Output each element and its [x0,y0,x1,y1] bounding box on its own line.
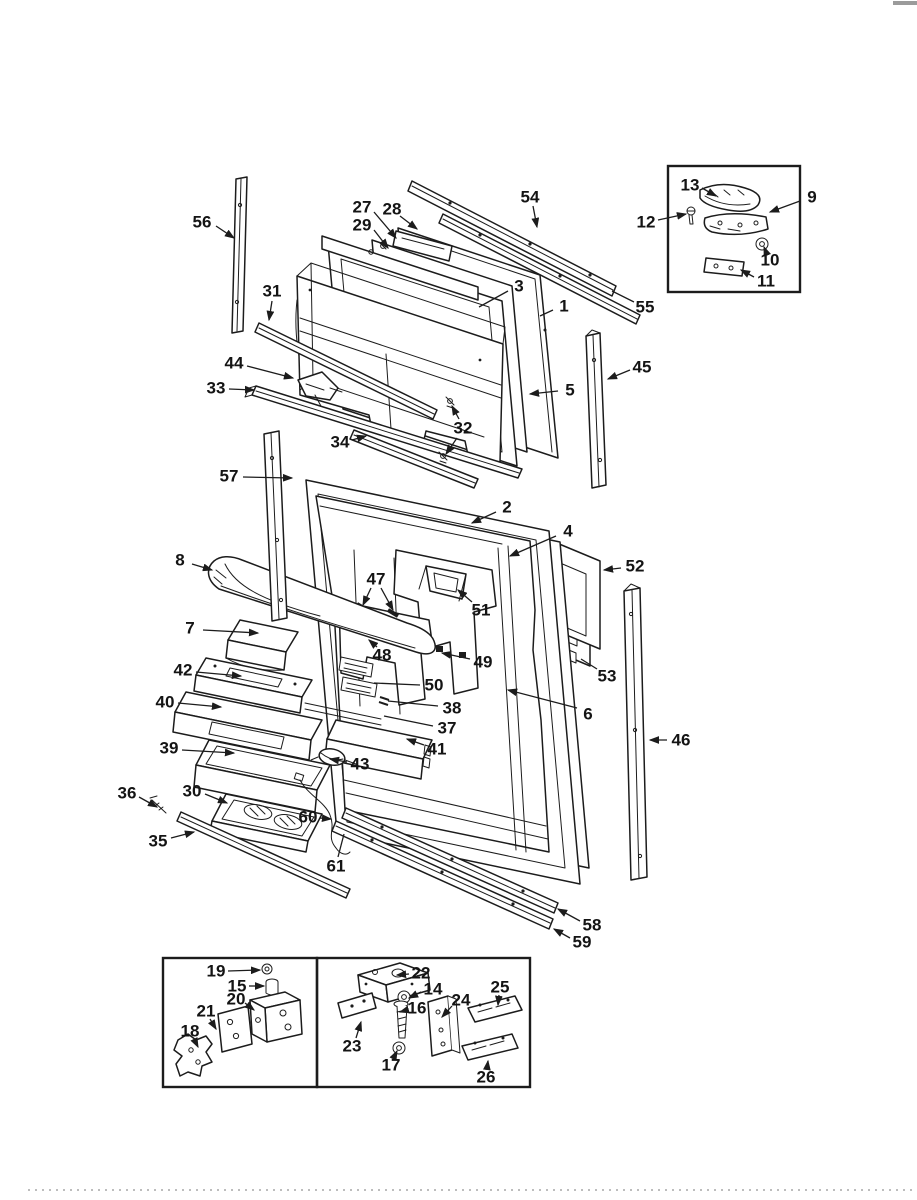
callout-61 [327,834,346,876]
part-number-44: 44 [224,353,244,373]
part-number-60: 60 [298,807,318,827]
part-number-1: 1 [559,296,569,316]
trim-strip-45 [586,330,606,488]
shim-26 [462,1034,518,1060]
part-number-41: 41 [427,739,447,759]
part-number-31: 31 [262,281,282,301]
part-number-56: 56 [192,212,212,232]
hinge-bracket-20 [250,992,302,1042]
part-number-50: 50 [424,675,444,695]
callout-26 [477,1061,496,1087]
part-number-53: 53 [597,666,617,686]
part-number-26: 26 [476,1067,496,1087]
shelf-7 [226,620,298,670]
part-number-38: 38 [442,698,462,718]
callout-10 [761,247,780,270]
handle-end-cap-13 [700,184,760,211]
part-number-46: 46 [671,730,691,750]
part-number-27: 27 [352,197,372,217]
part-number-17: 17 [381,1055,401,1075]
callout-46 [650,731,690,750]
part-number-32: 32 [453,418,473,438]
callout-9 [770,188,817,213]
shim-25 [468,996,522,1022]
callout-56 [193,213,234,239]
part-number-18: 18 [180,1021,200,1041]
callout-45 [608,358,651,380]
part-number-43: 43 [350,754,370,774]
part-number-52: 52 [625,556,645,576]
part-number-2: 2 [502,497,512,517]
callout-44 [225,354,293,379]
hinge-pin-16 [394,1001,408,1038]
part-number-9: 9 [807,187,817,207]
trim-strip-46 [624,584,647,880]
screw-12 [687,207,695,224]
bracket-9 [704,214,768,235]
washer-17 [393,1042,405,1054]
part-number-39: 39 [159,738,179,758]
part-number-51: 51 [471,600,491,620]
callout-33 [207,379,254,398]
callout-58 [558,909,601,935]
callout-59 [554,929,591,952]
callout-8 [175,551,212,571]
part-number-47: 47 [366,569,386,589]
part-number-6: 6 [583,704,593,724]
part-number-15: 15 [227,976,247,996]
part-number-28: 28 [382,199,402,219]
washer-10 [756,238,768,250]
callout-12 [637,213,686,232]
part-number-54: 54 [520,187,540,207]
part-number-12: 12 [636,212,656,232]
freezer-door-group [232,177,640,488]
part-number-5: 5 [565,380,575,400]
part-number-25: 25 [490,977,510,997]
part-number-7: 7 [185,618,195,638]
trim-strip-56 [232,177,247,333]
callout-11 [741,270,775,291]
callout-60 [299,808,331,827]
part-number-35: 35 [148,831,168,851]
part-number-14: 14 [423,979,443,999]
part-number-55: 55 [635,297,655,317]
part-number-10: 10 [760,250,780,270]
part-number-49: 49 [473,652,493,672]
callout-54 [521,188,540,228]
part-number-19: 19 [206,961,226,981]
callout-52 [604,557,644,576]
callout-35 [149,832,194,851]
callout-31 [263,282,282,321]
part-number-48: 48 [372,645,392,665]
part-number-24: 24 [451,990,471,1010]
spacer-23 [338,993,376,1018]
part-number-33: 33 [206,378,226,398]
part-number-4: 4 [563,521,573,541]
part-number-16: 16 [407,998,427,1018]
part-number-34: 34 [330,432,350,452]
part-number-36: 36 [117,783,137,803]
callout-23 [343,1022,362,1056]
part-number-29: 29 [352,215,372,235]
callout-36 [118,784,157,808]
part-number-23: 23 [342,1036,362,1056]
callout-17 [382,1051,401,1075]
part-number-59: 59 [572,932,592,952]
part-number-61: 61 [326,856,346,876]
part-number-58: 58 [582,915,602,935]
part-number-37: 37 [437,718,457,738]
part-number-11: 11 [757,271,775,291]
part-number-30: 30 [182,781,202,801]
hinge-plate-21 [218,1006,252,1052]
part-number-40: 40 [155,692,175,712]
callout-53 [581,659,616,686]
part-number-13: 13 [680,175,700,195]
part-number-45: 45 [632,357,652,377]
part-number-22: 22 [411,963,431,983]
plate-11 [704,258,744,276]
part-number-21: 21 [196,1001,216,1021]
bushing-15 [266,979,278,995]
part-number-8: 8 [175,550,185,570]
part-number-3: 3 [514,276,524,296]
washer-19 [262,964,272,974]
part-number-20: 20 [226,989,246,1009]
part-number-42: 42 [173,660,193,680]
fresh-food-door-group [150,431,647,929]
part-number-57: 57 [219,466,239,486]
callout-28 [383,200,417,230]
